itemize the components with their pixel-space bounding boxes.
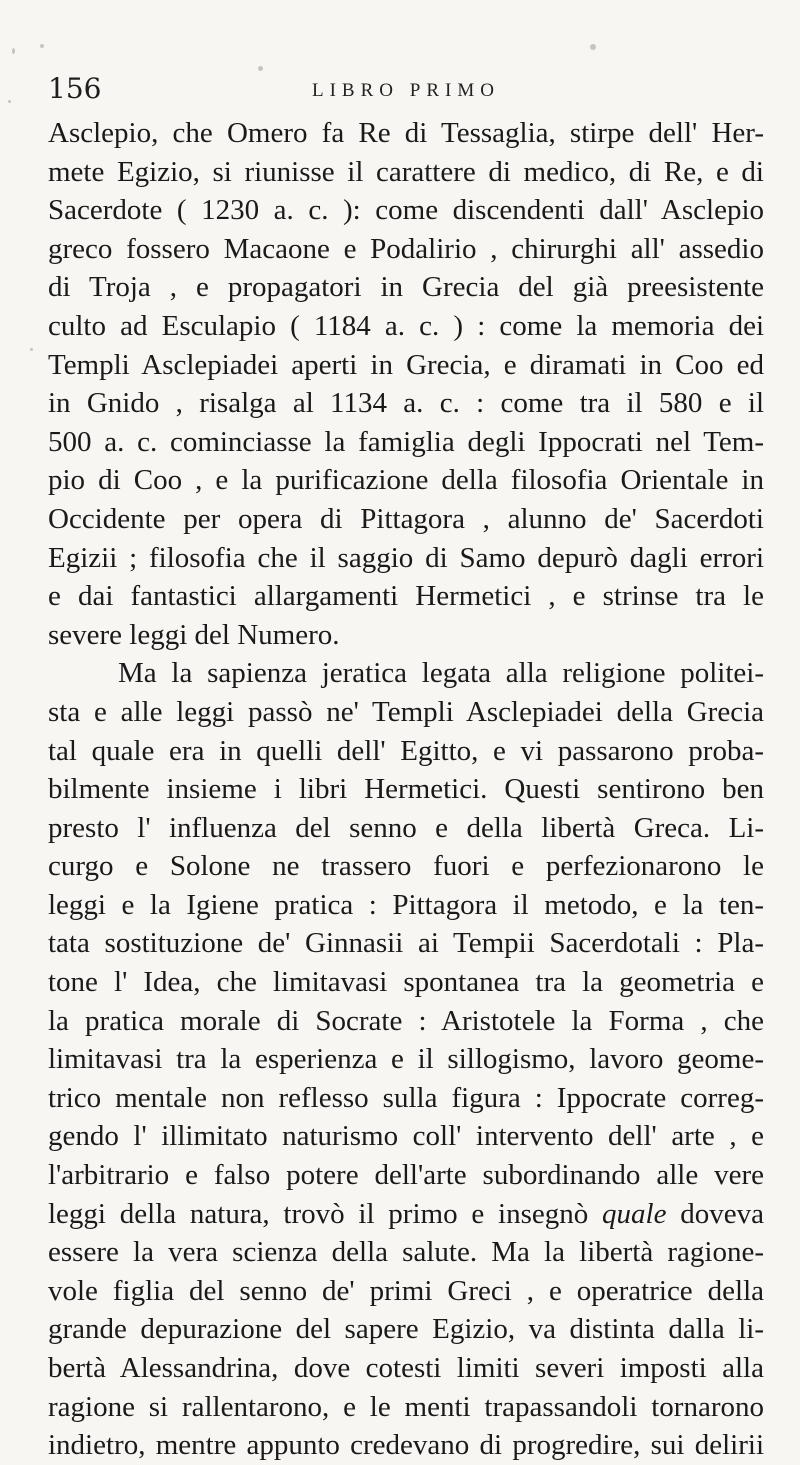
text-line: pio di Coo , e la purificazione della filosofia Orientale in [48,464,764,497]
text-line: curgo e Solone ne trassero fuori e perfezionarono le [48,850,764,883]
italic-word: quale [602,1197,667,1230]
scan-speck [590,44,596,50]
text-line: gendo l' illimitato naturismo coll' intervento dell' arte , e [48,1120,764,1153]
text-line: Sacerdote ( 1230 a. c. ): come discendenti dall' Asclepio [48,194,764,227]
page-header [48,72,764,112]
text-line: l'arbitrario e falso potere dell'arte subordinando alle vere [48,1159,764,1192]
text-line: Templi Asclepiadei aperti in Grecia, e diramati in Coo ed [48,348,764,381]
text-line: leggi e la Igiene pratica : Pittagora il metodo, e la ten- [48,888,764,921]
text-line: indietro, mentre appunto credevano di progredire, sui delirii [48,1429,764,1462]
scan-speck [40,44,44,48]
text-line: Asclepio, che Omero fa Re di Tessaglia, stirpe dell' Her- [48,117,764,149]
text-line: limitavasi tra la esperienza e il sillogismo, lavoro geome- [48,1043,764,1076]
text-line: bilmente insieme i libri Hermetici. Questi sentirono ben [48,773,764,806]
text-line: bertà Alessandrina, dove cotesti limiti severi imposti alla [48,1352,764,1384]
text-line: mete Egizio, si riunisse il carattere di medico, di Re, e di [48,155,764,188]
text-line: di Troja , e propagatori in Grecia del già preesistente [48,271,764,304]
text-line: vole figlia del senno de' primi Greci , e operatrice della [48,1274,764,1307]
text-line: in Gnido , risalga al 1134 a. c. : come tra il 580 e il [48,387,764,420]
text-fragment: doveva [666,1197,764,1230]
text-line: greco fossero Macaone e Podalirio , chirurghi all' assedio [48,232,764,265]
paragraph-2 [48,654,764,1464]
text-line: tone l' Idea, che limitavasi spontanea tra la geometria e [48,966,764,999]
text-line-with-italic [48,1195,764,1234]
text-line: grande depurazione del sapere Egizio, va distinta dalla li- [48,1313,764,1346]
text-line: tal quale era in quelli dell' Egitto, e vi passarono proba- [48,734,764,767]
text-line: essere la vera scienza della salute. Ma la libertà ragione- [48,1236,764,1269]
body-text [48,114,764,1465]
text-line: severe leggi del Numero. [48,618,340,651]
text-line: culto ad Esculapio ( 1184 a. c. ) : come la memoria dei [48,309,764,342]
page-number: 156 [48,72,102,105]
text-line: la pratica morale di Socrate : Aristotele la Forma , che [48,1004,764,1037]
scan-speck [12,48,15,54]
text-line: Egizii ; filosofia che il saggio di Samo depurò dagli errori [48,541,764,574]
paragraph-1 [48,114,764,654]
text-line: sta e alle leggi passò ne' Templi Asclepiadei della Grecia [48,695,764,728]
scan-speck [258,66,263,71]
text-line: trico mentale non reflesso sulla figura : Ippocrate correg- [48,1081,764,1114]
text-line: tata sostituzione de' Ginnasii ai Tempii Sacerdotali : Pla- [48,927,764,960]
text-line: Occidente per opera di Pittagora , alunno de' Sacerdoti [48,502,764,535]
scan-speck [8,100,11,103]
text-line: Ma la sapienza jeratica legata alla religione politei- [118,657,764,690]
text-line: ragione si rallentarono, e le menti trapassandoli tornarono [48,1390,764,1423]
text-line: 500 a. c. cominciasse la famiglia degli Ippocrati nel Tem- [48,425,764,458]
text-line: presto l' influenza del senno e della libertà Greca. Li- [48,811,764,844]
text-line: e dai fantastici allargamenti Hermetici , e strinse tra le [48,580,764,613]
scan-speck [30,348,33,351]
running-head: LIBRO PRIMO [312,80,500,101]
text-fragment: leggi della natura, trovò il primo e insegnò [48,1197,603,1230]
